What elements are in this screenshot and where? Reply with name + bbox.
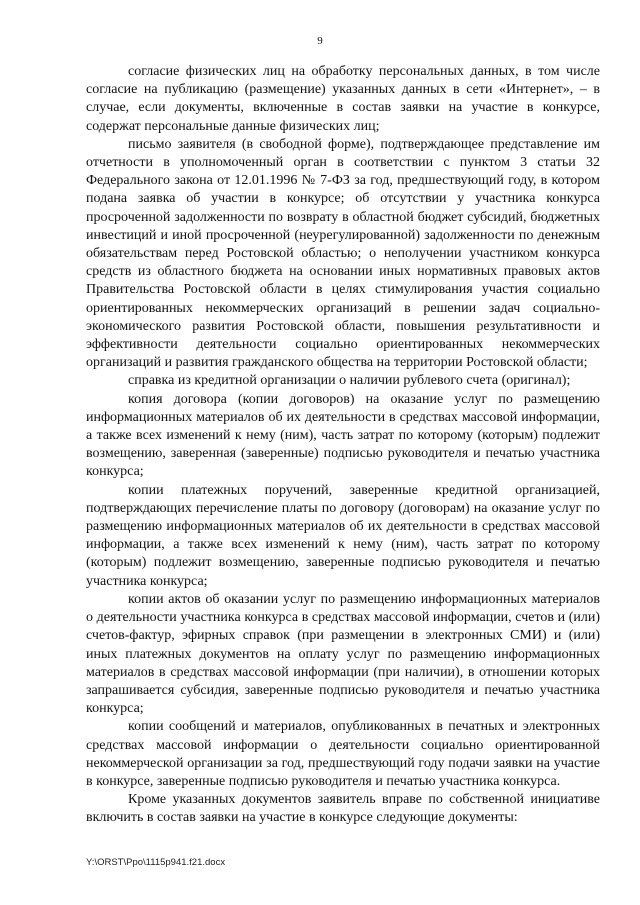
paragraph-applicant-letter: письмо заявителя (в свободной форме), подтверждающее представление им отчетности в уполномоченный орган в соответствии с пунктом 3 статьи 32 Федерального закона от 12.01.1996 № 7-ФЗ за год, предшествующий году, в котором подана заявка об участии в конкурсе; об отсутствии у участника конкурса просроченной задолженности по возврату в областной бюджет субсидий, бюджетных инвестиций и иной просроченной (неурегулированной) задолженности по денежным обязательствам перед Ростовской областью; о неполучении участником конкурса средств из областного бюджета на основании иных нормативных правовых актов Правительства Ростовской области в целях стимулирования участия социально ориентированных некоммерческих организаций в решении задач социально-экономического развития Ростовской области, повышения результативности и эффективности деятельности социально ориентированных некоммерческих организаций и развития гражданского общества на территории Ростовской области; xyxy=(86,136,600,371)
footer-file-path: Y:\ORST\Ppo\1115p941.f21.docx xyxy=(86,857,226,868)
page-number: 9 xyxy=(317,35,323,47)
paragraph-media-copies: копии сообщений и материалов, опубликованных в печатных и электронных средствах массовой информации о деятельности социально ориентированной некоммерческой организации за год, предшествующий году подачи заявки на участие в конкурсе, заверенные подписью руководителя и печатью участника конкурса. xyxy=(86,719,600,789)
paragraph-contract-copy: копия договора (копии договоров) на оказание услуг по размещению информационных материалов об их деятельности в средствах массовой информации, а также всех изменений к нему (ним), часть затрат по которому (которым) подлежит возмещению, заверенная (заверенные) подписью руководителя и печатью участника конкурса; xyxy=(86,391,600,480)
paragraph-service-acts: копии актов об оказании услуг по размещению информационных материалов о деятельности участника конкурса в средствах массовой информации, счетов и (или) счетов-фактур, эфирных справок (при размещении в электронных СМИ) и (или) иных платежных документов на оплату услуг по размещению информационных материалов в средствах массовой информации (при наличии), в отношении которых запрашивается субсидия, заверенные подписью руководителя и печатью участника конкурса; xyxy=(86,591,600,717)
paragraph-additional-documents: Кроме указанных документов заявитель вправе по собственной инициативе включить в состав заявки на участие в конкурсе следующие документы: xyxy=(86,792,600,826)
paragraph-consent: согласие физических лиц на обработку персональных данных, в том числе согласие на публикацию (размещение) указанных данных в сети «Интернет», – в случае, если документы, включенные в состав заявки на участие в конкурсе, содержат персональные данные физических лиц; xyxy=(86,64,600,134)
body-text xyxy=(86,63,600,828)
paragraph-payment-orders: копии платежных поручений, заверенные кредитной организацией, подтверждающих перечисление платы по договору (договорам) на оказание услуг по размещению информационных материалов об их деятельности в средствах массовой информации, а также всех изменений к нему (ним), часть затрат по которому (которым) подлежит возмещению, заверенные подписью руководителя и печатью участника конкурса; xyxy=(86,482,600,589)
paragraph-bank-certificate: справка из кредитной организации о наличии рублевого счета (оригинал); xyxy=(128,373,571,389)
